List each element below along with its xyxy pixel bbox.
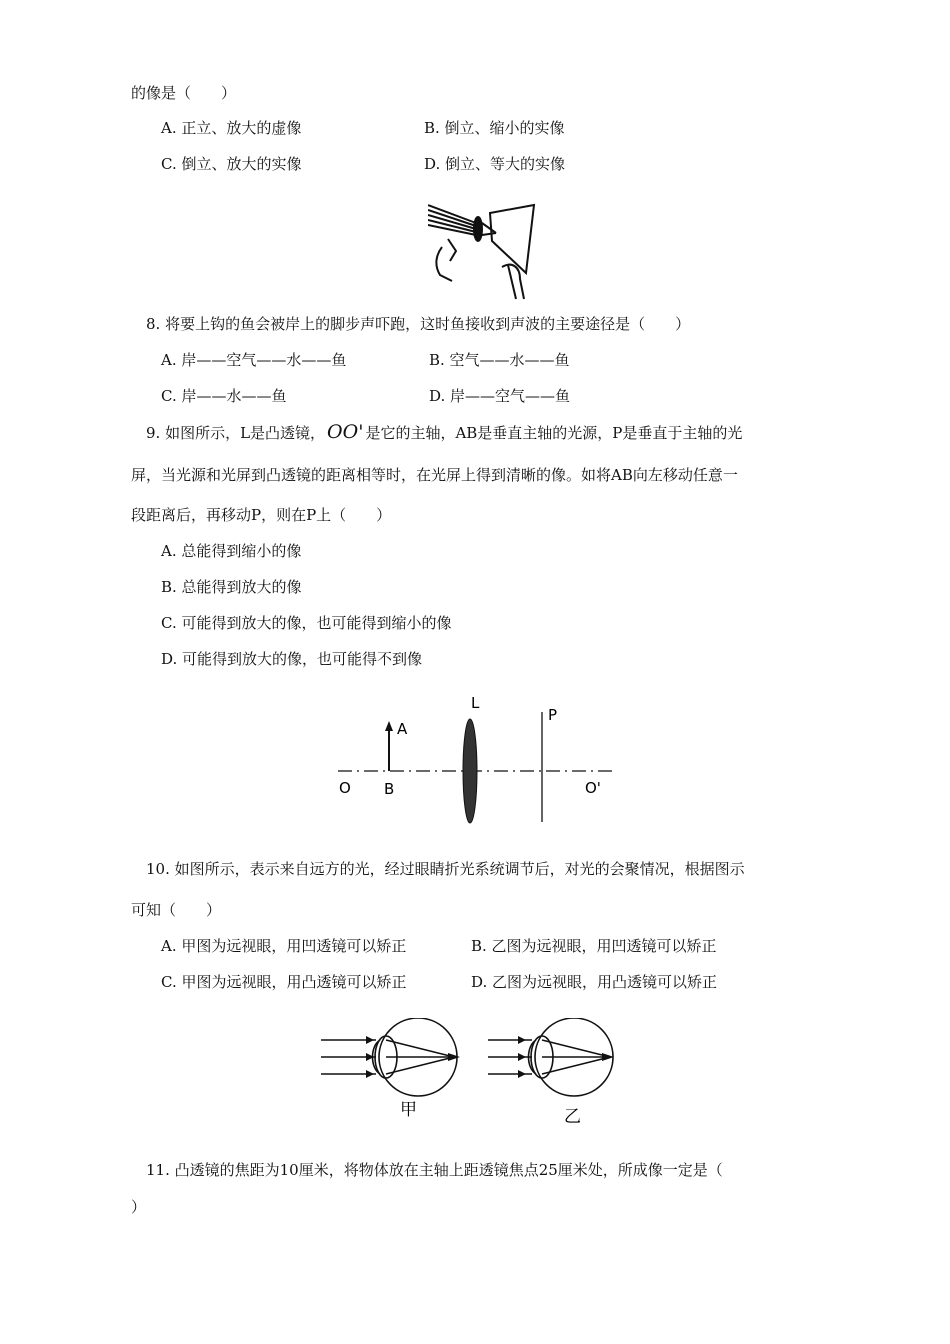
q9-stem-post: 是它的主轴，AB是垂直主轴的光源，P是垂直于主轴的光: [365, 424, 743, 442]
q10-option-b: B. 乙图为远视眼，用凹透镜可以矫正: [471, 937, 717, 955]
q11-stem-line1: 11. 凸透镜的焦距为10厘米，将物体放在主轴上距透镜焦点25厘米处，所成像一定是（: [146, 1161, 723, 1179]
q9-stem-line1: [146, 422, 742, 443]
q9-option-c: C. 可能得到放大的像，也可能得到缩小的像: [161, 614, 452, 632]
q8-stem: 8. 将要上钩的鱼会被岸上的脚步声吓跑，这时鱼接收到声波的主要途径是（ ）: [146, 315, 691, 333]
q9-stem-line3: 段距离后，再移动P，则在P上（ ）: [131, 506, 392, 524]
q9-stem-line2: 屏，当光源和光屏到凸透镜的距离相等时，在光屏上得到清晰的像。如将AB向左移动任意一: [131, 466, 738, 484]
q10-figure-eyes: [318, 1018, 622, 1130]
label-l: L: [471, 694, 480, 712]
q8-option-a: A. 岸——空气——水——鱼: [161, 351, 347, 369]
q11-stem-line2: ）: [131, 1198, 147, 1216]
q9-stem-pre: 9. 如图所示，L是凸透镜，: [146, 424, 326, 442]
q9-option-d: D. 可能得到放大的像，也可能得不到像: [161, 650, 423, 668]
q10-option-d: D. 乙图为远视眼，用凸透镜可以矫正: [471, 973, 718, 991]
label-p: P: [548, 706, 558, 724]
label-o: O: [339, 779, 351, 797]
label-right-eye: 乙: [564, 1107, 581, 1127]
q7-option-d: D. 倒立、等大的实像: [424, 155, 566, 173]
q9-option-a: A. 总能得到缩小的像: [161, 542, 302, 560]
q8-option-b: B. 空气——水——鱼: [429, 351, 570, 369]
q8-option-c: C. 岸——水——鱼: [161, 387, 287, 405]
q10-option-a: A. 甲图为远视眼，用凹透镜可以矫正: [161, 937, 407, 955]
convex-lens: [463, 719, 477, 823]
label-left-eye: 甲: [400, 1100, 417, 1120]
q7-option-a: A. 正立、放大的虚像: [161, 119, 302, 137]
q7-stem-tail: 的像是（ ）: [131, 84, 237, 102]
label-a: A: [397, 720, 408, 738]
arrow-head-icon: [385, 721, 393, 731]
q8-option-d: D. 岸——空气——鱼: [429, 387, 571, 405]
q10-option-c: C. 甲图为远视眼，用凸透镜可以矫正: [161, 973, 407, 991]
q9-figure-lens: [330, 690, 620, 826]
q10-stem-line2: 可知（ ）: [131, 901, 222, 919]
q7-option-b: B. 倒立、缩小的实像: [424, 119, 565, 137]
q7-option-c: C. 倒立、放大的实像: [161, 155, 302, 173]
q10-stem-line1: 10. 如图所示，表示来自远方的光，经过眼睛折光系统调节后，对光的会聚情况，根据图示: [146, 860, 745, 878]
q7-figure-magnifier: [428, 195, 540, 301]
q9-axis-symbol: OO': [327, 421, 364, 443]
q9-option-b: B. 总能得到放大的像: [161, 578, 302, 596]
label-b: B: [384, 780, 395, 798]
label-o-prime: O': [585, 779, 601, 797]
